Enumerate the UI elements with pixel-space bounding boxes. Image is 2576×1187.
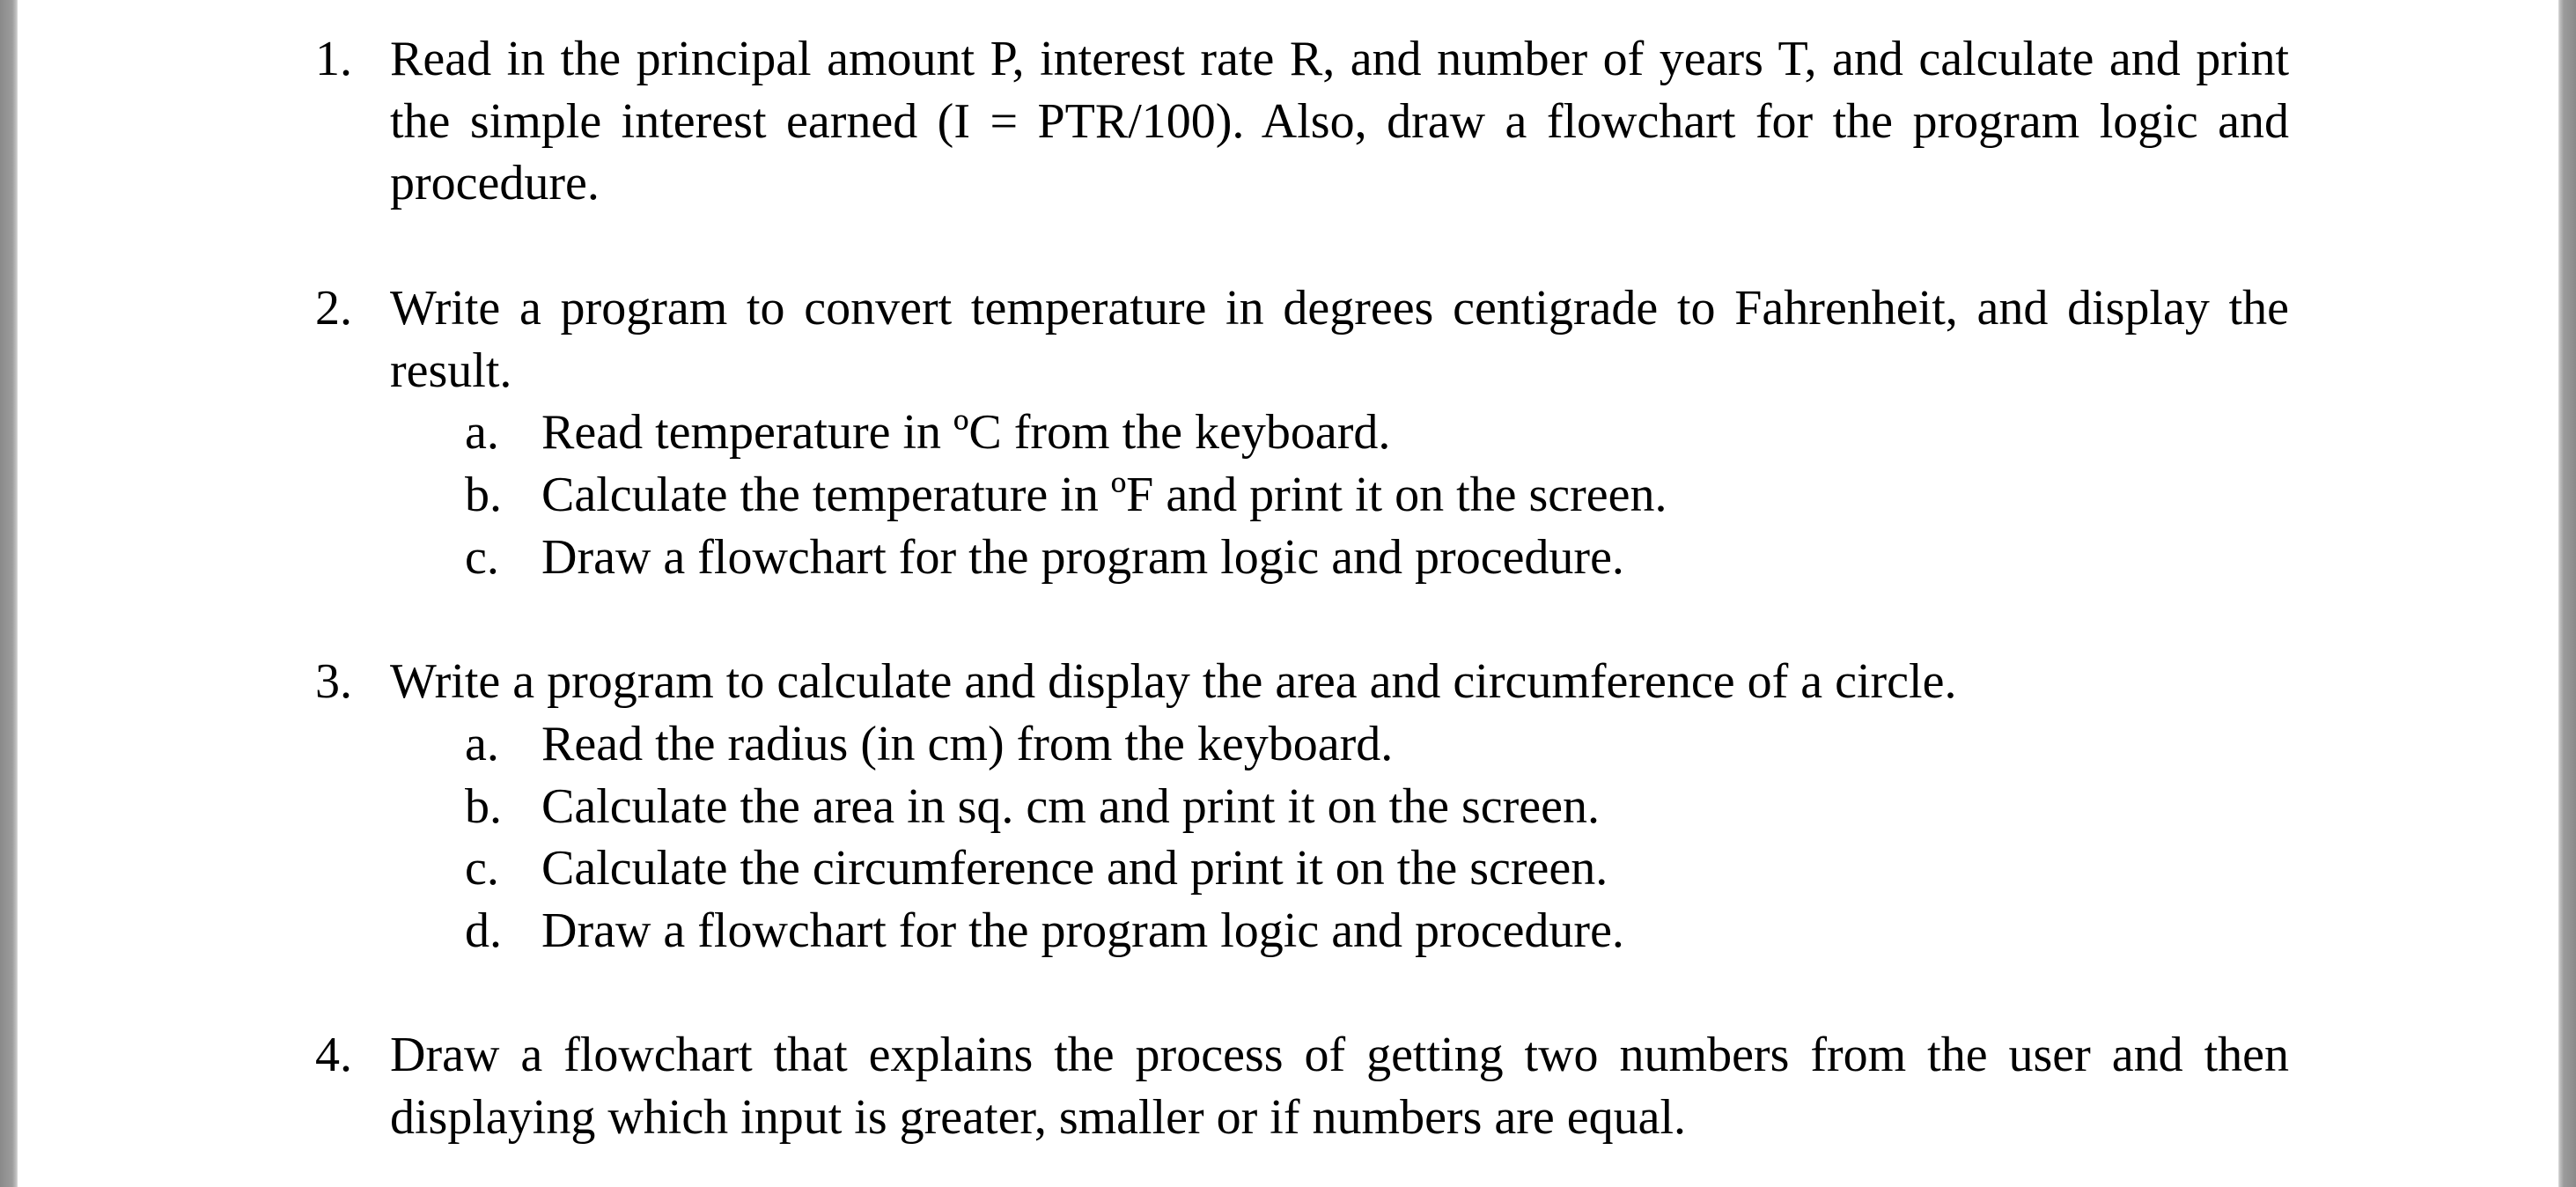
sub-item-text: Read the radius (in cm) from the keyboard. xyxy=(541,717,1394,771)
sub-item-label: d. xyxy=(465,903,502,958)
question-text: Read in the principal amount P, interest rate R, and number of years T, and calculate and print the simple interest earned (I = PTR/100). Also, draw a flowchart for the program logic and procedure. xyxy=(390,32,2289,210)
sub-item-text: Calculate the temperature in ºF and print it on the screen. xyxy=(541,468,1667,522)
sub-item xyxy=(18,402,2558,464)
sub-item-label: a. xyxy=(465,405,499,460)
question-number: 3. xyxy=(315,654,352,709)
sub-item-label: b. xyxy=(465,779,502,834)
sub-item-text: Read temperature in ºC from the keyboard. xyxy=(541,405,1391,460)
sub-item-label: a. xyxy=(465,717,499,771)
sub-item-text: Calculate the circumference and print it on the screen. xyxy=(541,841,1608,896)
question-number: 1. xyxy=(315,32,352,86)
sub-item-label: c. xyxy=(465,530,499,585)
sub-item-text: Draw a flowchart for the program logic and procedure. xyxy=(541,903,1624,958)
question-list xyxy=(18,0,2558,1187)
viewer-right-edge xyxy=(2558,0,2576,1187)
question-text: Write a program to convert temperature in degrees centigrade to Fahrenheit, and display the result. xyxy=(390,281,2289,398)
question-text: Draw a flowchart that explains the process of getting two numbers from the user and then displaying which input is greater, smaller or if numbers are equal. xyxy=(390,1028,2289,1145)
viewer-left-edge xyxy=(0,0,18,1187)
sub-item-label: c. xyxy=(465,841,499,896)
sub-item xyxy=(18,900,2558,962)
sub-item-text: Draw a flowchart for the program logic and procedure. xyxy=(541,530,1624,585)
sub-item xyxy=(18,837,2558,900)
sub-item xyxy=(18,776,2558,838)
sub-item-label: b. xyxy=(465,468,502,522)
question-text: Write a program to calculate and display the area and circumference of a circle. xyxy=(390,654,1957,709)
question-number: 2. xyxy=(315,281,352,335)
sub-item xyxy=(18,713,2558,776)
sub-item xyxy=(18,464,2558,527)
sub-item-text: Calculate the area in sq. cm and print it on the screen. xyxy=(541,779,1601,834)
sub-item xyxy=(18,527,2558,589)
document-page xyxy=(18,0,2558,1187)
question-number: 4. xyxy=(315,1028,352,1082)
